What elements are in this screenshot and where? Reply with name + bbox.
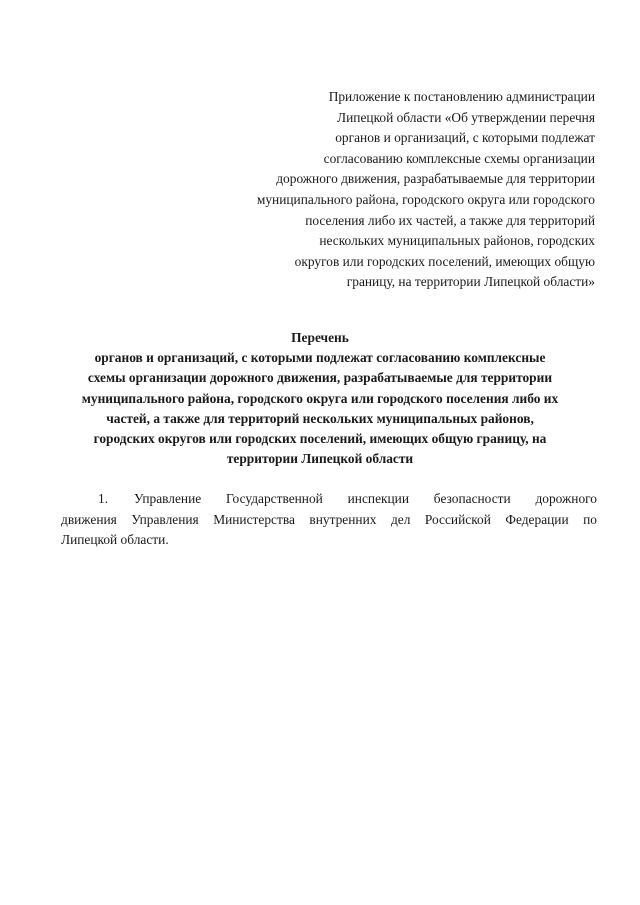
annex-line: органов и организаций, с которыми подлежат [335, 130, 595, 146]
annex-line: согласованию комплексные схемы организации [323, 150, 595, 166]
annex-line: поселения либо их частей, а также для территорий [305, 212, 595, 228]
list-item-text-line: движения Управления Министерства внутренних дел Российской Федерации по [61, 511, 597, 527]
heading-line: территории Липецкой области [226, 451, 414, 467]
heading-line: муниципального района, городского округа или городского поселения либо их [81, 390, 559, 406]
annex-line: округов или городских поселений, имеющих общую [294, 253, 595, 269]
annex-line: Приложение к постановлению администрации [328, 89, 595, 104]
annex-note [180, 87, 595, 293]
list-heading [40, 328, 600, 469]
heading-line: схемы организации дорожного движения, разрабатываемые для территории [87, 370, 553, 386]
annex-line: нескольких муниципальных районов, городских [319, 233, 595, 249]
heading-line: органов и организаций, с которыми подлежат согласованию комплексные [94, 350, 546, 366]
list-item-first-line [61, 489, 597, 510]
heading-line: городских округов или городских поселений, имеющих общую границу, на [93, 431, 547, 447]
heading-title: Перечень [291, 330, 349, 345]
heading-line: частей, а также для территорий нескольких муниципальных районов, [106, 410, 534, 426]
list-item [61, 489, 597, 551]
annex-line: дорожного движения, разрабатываемые для территории [276, 171, 595, 187]
annex-line: Липецкой области «Об утверждении перечня [337, 109, 595, 125]
list-item-text-line: Липецкой области. [61, 532, 169, 548]
annex-line: муниципального района, городского округа или городского [256, 191, 595, 207]
list-item-number: 1. [98, 491, 109, 506]
annex-line: границу, на территории Липецкой области» [346, 274, 595, 290]
list-item-text-line: Управление Государственной инспекции безопасности дорожного [134, 491, 597, 506]
